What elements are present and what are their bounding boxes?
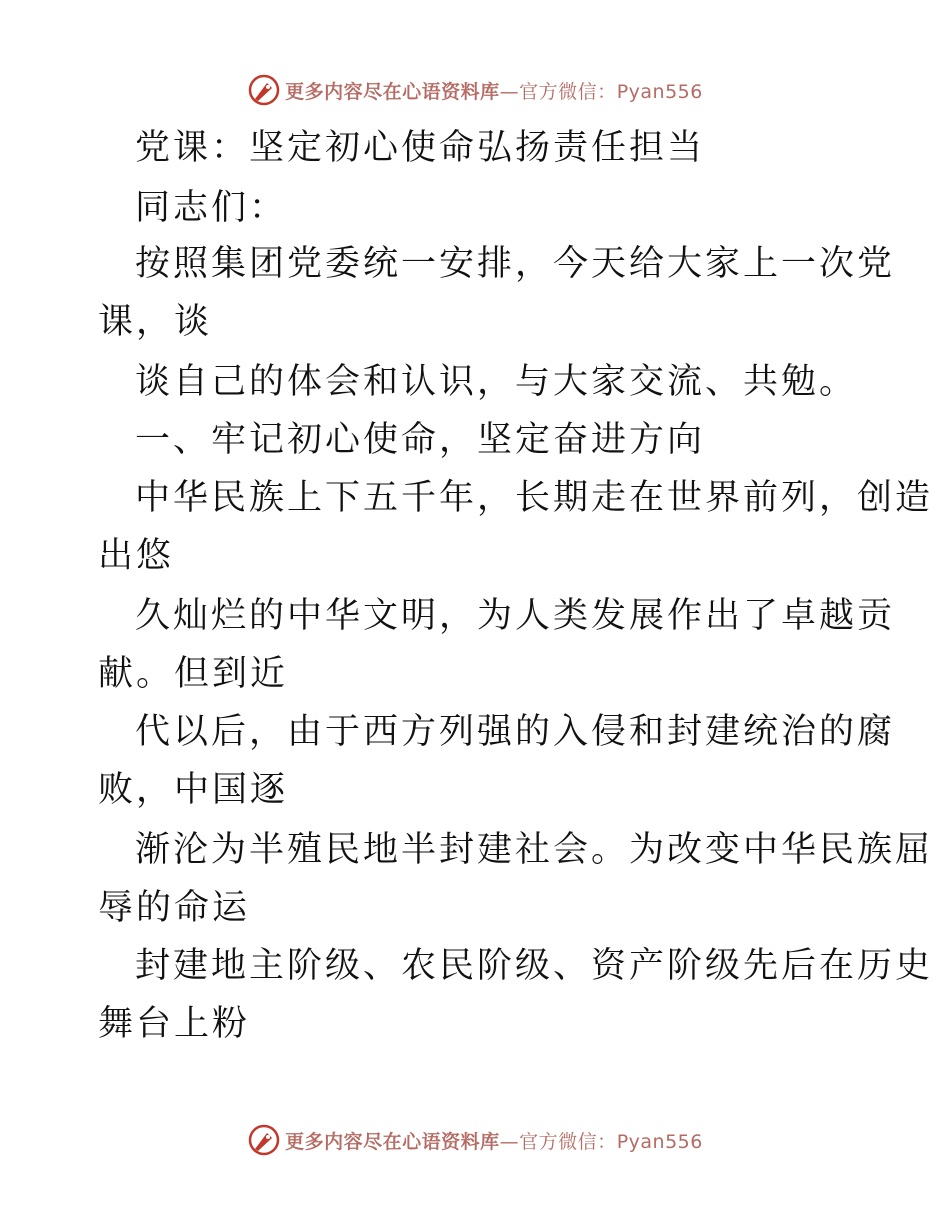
- watermark-wechat-label: 官方微信：: [519, 80, 617, 103]
- footer-watermark-banner: [0, 1120, 950, 1160]
- paragraph-line: 献。但到近: [98, 654, 289, 694]
- watermark-main-text: 更多内容尽在心语资料库: [285, 80, 500, 103]
- document-title: 党课：坚定初心使命弘扬责任担当: [135, 128, 706, 168]
- paragraph-line: 败，中国逐: [98, 770, 289, 810]
- paragraph-line: 封建地主阶级、农民阶级、资产阶级先后在历史: [135, 946, 934, 986]
- paragraph-line: 课，谈: [98, 302, 213, 342]
- paragraph-line: 按照集团党委统一安排，今天给大家上一次党: [135, 244, 896, 284]
- pen-nib-logo-icon: [247, 73, 281, 107]
- paragraph-line: 舞台上粉: [98, 1004, 251, 1044]
- watermark-wechat-label: 官方微信：: [519, 1130, 617, 1153]
- header-watermark-banner: [0, 70, 950, 110]
- watermark-dash: —: [499, 80, 520, 103]
- paragraph-line: 渐沦为半殖民地半封建社会。为改变中华民族屈: [135, 830, 934, 870]
- pen-nib-logo-icon: [247, 1123, 281, 1157]
- watermark-text: [285, 77, 703, 104]
- watermark-dash: —: [499, 1130, 520, 1153]
- paragraph-line: 辱的命运: [98, 888, 251, 928]
- salutation: 同志们：: [135, 188, 288, 228]
- watermark-main-text: 更多内容尽在心语资料库: [285, 1130, 500, 1153]
- paragraph-line: 出悠: [98, 536, 175, 576]
- paragraph-line: 久灿烂的中华文明，为人类发展作出了卓越贡: [135, 596, 896, 636]
- paragraph-line: 中华民族上下五千年，长期走在世界前列，创造: [135, 478, 934, 518]
- watermark-wechat-id: Pyan556: [616, 1130, 703, 1153]
- watermark-text: [285, 1127, 703, 1154]
- paragraph-line: 谈自己的体会和认识，与大家交流、共勉。: [135, 362, 858, 402]
- section-heading: 一、牢记初心使命，坚定奋进方向: [135, 420, 706, 460]
- paragraph-line: 代以后，由于西方列强的入侵和封建统治的腐: [135, 712, 896, 752]
- watermark-wechat-id: Pyan556: [616, 80, 703, 103]
